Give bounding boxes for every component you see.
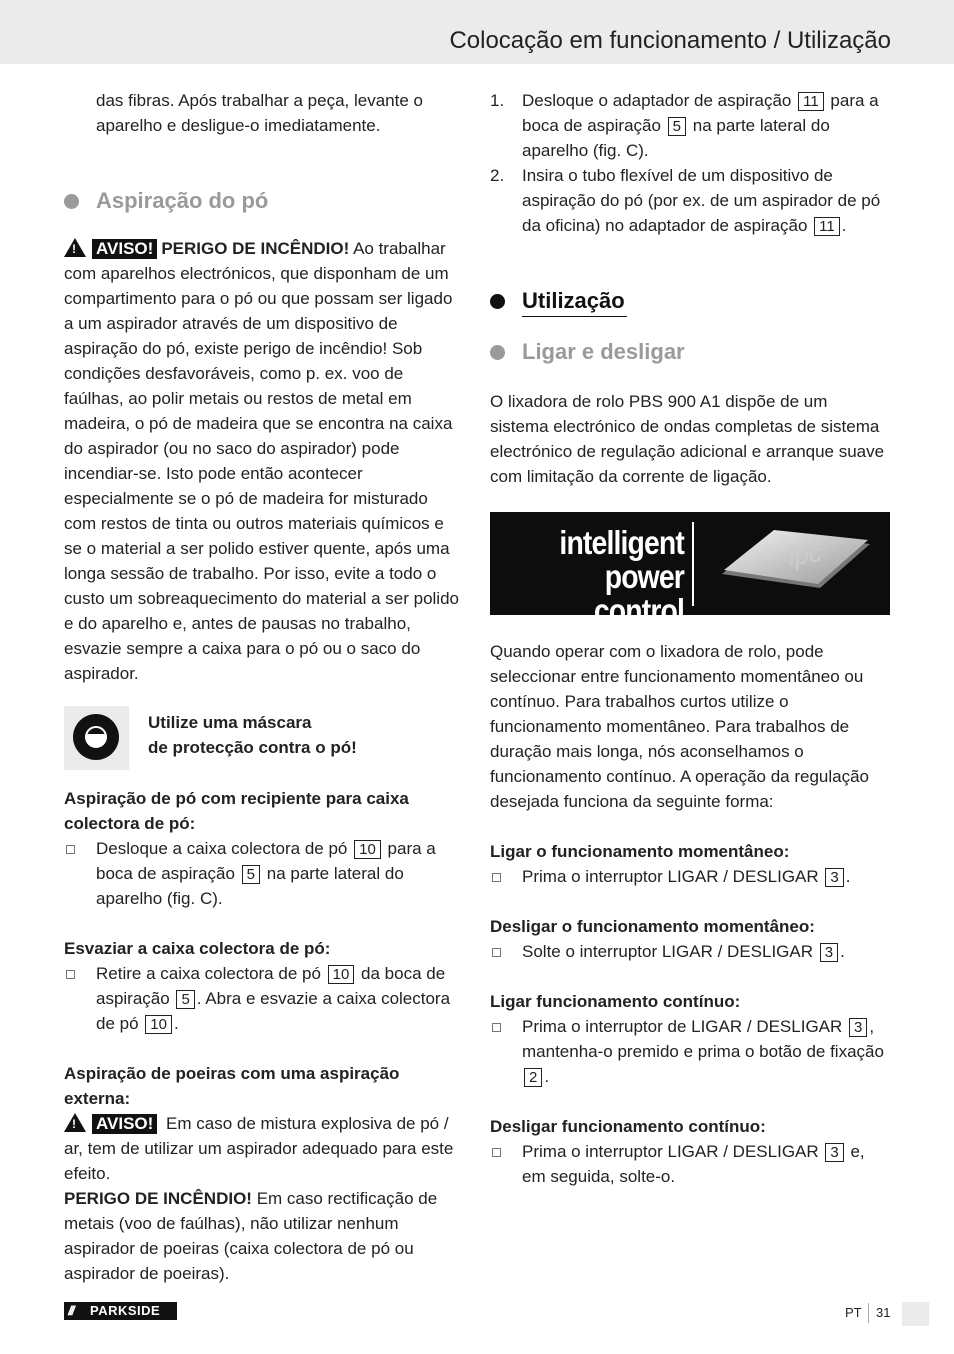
list-item: Desloque a caixa colectora de pó 10 para a boca de aspiração 5 na parte lateral do aparelho (fig. C). <box>64 836 464 911</box>
section-heading-dust-extraction <box>64 186 464 216</box>
list-item: 1. Desloque o adaptador de aspiração 11 para a boca de aspiração 5 na parte lateral do aparelho (fig. C). <box>490 91 879 160</box>
list-item: Retire a caixa colectora de pó 10 da boca de aspiração 5 . Abra e esvazie a caixa colectora de pó 10 . <box>64 961 464 1036</box>
bullet-dot-icon <box>64 194 79 209</box>
warning-bold-text: PERIGO DE INCÊNDIO! <box>161 239 350 258</box>
ipc-logo-text: intelligent power control <box>559 524 684 629</box>
warning-triangle-icon: ! <box>64 238 86 257</box>
dust-mask-notice <box>64 706 464 770</box>
svg-text:ipc: ipc <box>785 536 824 572</box>
subheading-continuous-off: Desligar funcionamento contínuo: <box>490 1117 766 1136</box>
part-number-badge: 10 <box>145 1015 172 1034</box>
fire-hazard-paragraph: PERIGO DE INCÊNDIO! Em caso rectificação de metais (voo de faúlhas), não utilizar nenhum aspirador de poeiras (caixa colectora de pó ou aspirador de poeiras). <box>64 1189 438 1283</box>
section-heading-on-off: Ligar e desligar <box>490 337 890 367</box>
warning-body-text: Ao trabalhar com aparelhos electrónicos, que disponham de um compartimento para o pó ou que possam ser ligado a um aspirador através de um dispositivo de aspiração do pó, existe perigo de incêndio! Sob condições desfavoráveis, como p. ex. voo de faúlhas, ao polir metais ou restos de metal em madeira, o pó de madeira que se encontra na caixa do aspirador (ou no saco do aspirador) pode incendiar-se. Isto pode então acontecer especialmente se o pó de madeira for misturado com restos de tinta ou outros materiais químicos e se o material a ser polido estiver quente, após uma longa sessão de trabalho. Por isso, evite a todo o custo um sobreaquecimento do material a ser polido e do aparelho e, antes de pausas no trabalho, esvazie sempre a caixa para o pó ou o saco do aspirador. <box>64 239 459 683</box>
list-item: Solte o interruptor LIGAR / DESLIGAR 3 . <box>490 939 890 964</box>
part-number-badge: 10 <box>328 965 355 984</box>
language-code: PT <box>845 1305 862 1320</box>
checkbox-bullet-icon <box>492 948 501 957</box>
chip-icon <box>712 526 872 592</box>
subheading-external-extraction: Aspiração de poeiras com uma aspiração externa: <box>64 1064 400 1108</box>
part-number-badge: 3 <box>820 943 838 962</box>
subheading-collector: Aspiração de pó com recipiente para caixa colectora de pó: <box>64 789 409 833</box>
part-number-badge: 3 <box>849 1018 867 1037</box>
part-number-badge: 10 <box>354 840 381 859</box>
part-number-badge: 11 <box>814 217 840 236</box>
list-item: 2. Insira o tubo flexível de um dispositivo de aspiração do pó (por ex. de um aspirador de pó da oficina) no adaptador de aspiração 11 . <box>490 166 881 235</box>
subheading-momentary-off: Desligar o funcionamento momentâneo: <box>490 917 815 936</box>
checkbox-bullet-icon <box>492 1023 501 1032</box>
part-number-badge: 11 <box>798 92 824 111</box>
part-number-badge: 5 <box>176 990 194 1009</box>
subheading-momentary-on: Ligar o funcionamento momentâneo: <box>490 842 790 861</box>
parkside-logo: /// PARKSIDE <box>64 1302 177 1320</box>
subheading-continuous-on: Ligar funcionamento contínuo: <box>490 992 741 1011</box>
subheading-empty-collector: Esvaziar a caixa colectora de pó: <box>64 939 331 958</box>
list-item: Prima o interruptor LIGAR / DESLIGAR 3 e, em seguida, solte-o. <box>490 1139 890 1189</box>
part-number-badge: 3 <box>825 1143 843 1162</box>
list-item: Prima o interruptor de LIGAR / DESLIGAR 3 , mantenha-o premido e prima o botão de fixação 2 . <box>490 1014 890 1089</box>
page-title: Colocação em funcionamento / Utilização <box>449 27 891 54</box>
dust-mask-text: Utilize uma máscara de protecção contra o pó! <box>148 713 357 757</box>
warning-label: AVISO! <box>92 239 157 259</box>
part-number-badge: 5 <box>242 865 260 884</box>
operation-paragraph: Quando operar com o lixadora de rolo, pode seleccionar entre funcionamento momentâneo ou contínuo. Para trabalhos curtos utilize o funcionamento momentâneo. Para trabalhos de duração mais longa, nós aconselhamos o funcionamento contínuo. A operação da regulação desejada funciona da seguinte forma: <box>490 642 870 811</box>
page-number: 31 <box>876 1305 891 1320</box>
description-paragraph: O lixadora de rolo PBS 900 A1 dispõe de um sistema electrónico de ondas completas de sistema electrónico de regulação adicional e arranque suave com limitação da corrente de ligação. <box>490 392 885 486</box>
checkbox-bullet-icon <box>492 1148 501 1157</box>
bullet-dot-icon <box>490 294 505 309</box>
part-number-badge: 5 <box>668 117 686 136</box>
explosion-warning-paragraph: ! AVISO! Em caso de mistura explosiva de pó / ar, tem de utilizar um aspirador adequado para este efeito. <box>64 1114 454 1183</box>
dust-mask-icon <box>64 706 129 770</box>
warning-label: AVISO! <box>92 1114 157 1134</box>
ipc-logo-banner <box>490 512 890 629</box>
right-column <box>490 88 890 1189</box>
warning-triangle-icon: ! <box>64 1113 86 1132</box>
list-item: Prima o interruptor LIGAR / DESLIGAR 3 . <box>490 864 890 889</box>
checkbox-bullet-icon <box>66 845 75 854</box>
checkbox-bullet-icon <box>492 873 501 882</box>
section-heading-usage: Utilização <box>490 286 890 317</box>
section-heading-text: Aspiração do pó <box>96 188 269 213</box>
page-tab-marker <box>902 1302 929 1326</box>
part-number-badge: 2 <box>524 1068 542 1087</box>
bullet-dot-icon <box>490 345 505 360</box>
footer-divider <box>868 1303 869 1323</box>
fire-warning-paragraph <box>64 236 464 686</box>
intro-paragraph: das fibras. Após trabalhar a peça, levante o aparelho e desligue-o imediatamente. <box>96 91 423 135</box>
checkbox-bullet-icon <box>66 970 75 979</box>
left-column <box>64 88 464 1286</box>
page-header <box>0 0 954 64</box>
part-number-badge: 3 <box>825 868 843 887</box>
